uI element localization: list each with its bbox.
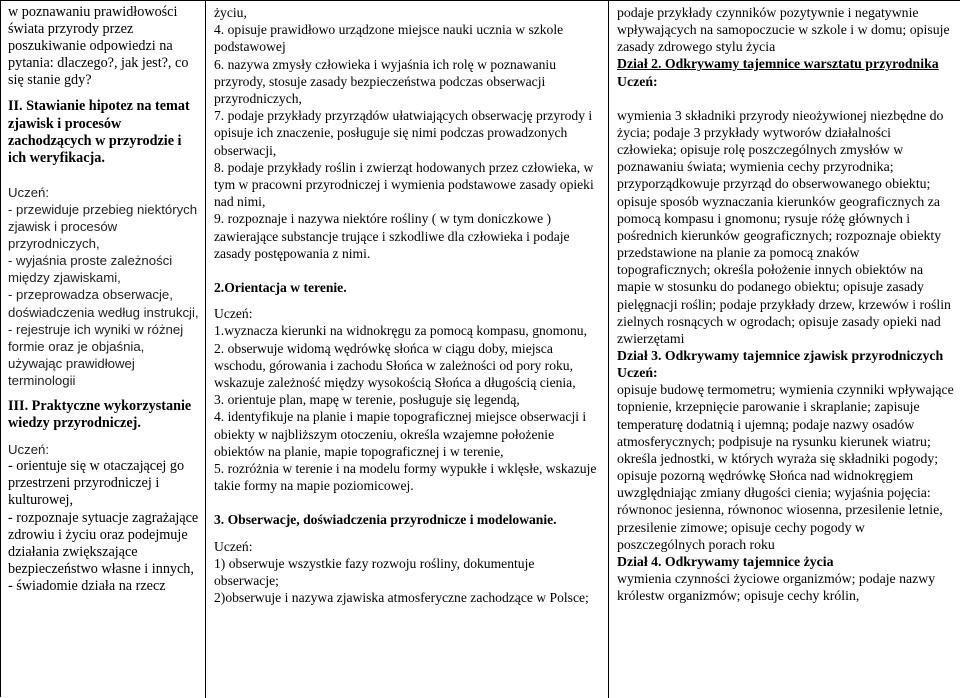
column-detailed-requirements [206, 1, 609, 698]
list-item: 2. obserwuje widomą wędrówkę słońca w ciągu doby, miejsca wschodu, górowania i zachodu Słońca w zależności od pory roku, wskazuje zależność między wysokością Słońca a długością cienia, [214, 340, 576, 391]
unit-title-4: Dział 4. Odkrywamy tajemnice życia [617, 553, 834, 569]
unit-title-2: Dział 2. Odkrywamy tajemnice warsztatu przyrodnika [617, 56, 939, 72]
unit-2-text: wymienia 3 składniki przyrody nieożywionej niezbędne do życia; podaje 3 przykłady wytworów działalności człowieka; opisuje rolę poszczególnych zmysłów w poznawaniu świata; wymienia cechy przyrodnika; przyporządkowuje przyrząd do obserwowanego obiektu; opisuje sposób wyznaczania kierunków geograficznych za pomocą kompasu i gnomonu; rysuje różę głównych i pośrednich kierunków geograficznych; rozpoznaje obiekty przedstawione na planie za pomocą znaków topograficznych; określa położenie innych obiektów na mapie w stosunku do podanego obiektu; opisuje zasady pielęgnacji roślin; podaje przykłady drzew, krzewów i roślin zielnych rosnących w ogrodach; opisuje zasady opieki nad zwierzętami [617, 107, 951, 346]
uczen-label: Uczeń: [617, 365, 658, 381]
list-item: życiu, [214, 5, 247, 20]
top-text: podaje przykłady czynników pozytywnie i negatywnie wpływających na samopoczucie w szkole i w domu; opisuje zasady zdrowego stylu życia [617, 5, 950, 55]
list-item: 8. podaje przykłady roślin i zwierząt hodowanych przez człowieka, w tym w pracowni przyrodniczej i wymienia podstawowe zasady opieki nad nimi, [214, 159, 594, 210]
list-item: 7. podaje przykłady przyrządów ułatwiających obserwację przyrody i opisuje ich znaczenie, posługuje się nimi podczas prowadzonych obserwacji, [214, 108, 593, 158]
list-item: - świadomie działa na rzecz [8, 577, 166, 594]
list-item: - przewiduje przebieg niektórych zjawisk i procesów przyrodniczych, [8, 201, 198, 252]
uczen-label: Uczeń: [214, 306, 253, 322]
unit-3-text: opisuje budowę termometru; wymienia czynniki wpływające topnienie, krzepnięcie parowanie i skraplanie; zapisuje temperaturę dodatnią i ujemną; podaje nazwy osadów atmosferycznych; podpisuje na rysunku kierunek wiatru; określa jednostki, w których wyraża się składniki pogody; opisuje pozorną wędrówkę Słońca nad widnokręgiem uwzględniając zmiany długości cienia; wyjaśnia pojęcia: równonoc jesienna, równonoc wiosenna, przesilenie letnie, przesilenie zimowe; opisuje cechy pogody w poszczególnych porach roku [617, 382, 954, 552]
list-item: 3. orientuje plan, mapę w terenie, posługuje się legendą, [214, 392, 520, 408]
list-item: 1) obserwuje wszystkie fazy rozwoju rośliny, dokumentuje obserwacje; [214, 555, 535, 589]
list-item: - rejestruje ich wyniki w różnej formie oraz je objaśnia, używając prawidłowej terminologii [8, 321, 184, 388]
list-item: - przeprowadza obserwacje, doświadczenia według instrukcji, [8, 287, 199, 320]
list-item: 4. identyfikuje na planie i mapie topograficznej miejsce obserwacji i obiekty w najbliższym otoczeniu, określa wzajemne położenie obiektów na planie, mapie topograficznej i w terenie, [214, 409, 587, 459]
uczen-label: Uczeń: [8, 184, 50, 200]
column-general-goals [1, 1, 206, 698]
list-item: 2)obserwuje i nazywa zjawiska atmosferyczne zachodzące w Polsce; [214, 590, 589, 606]
unit-4-text: wymienia czynności życiowe organizmów; podaje nazwy królestw organizmów; opisuje cechy królin, [617, 571, 936, 604]
list-item: - orientuje się w otaczającej go przestrzeni przyrodniczej i kulturowej, [8, 458, 185, 509]
list-item: 5. rozróżnia w terenie i na modelu formy wypukłe i wklęsłe, wskazuje takie formy na mapie poziomicowej. [214, 461, 597, 494]
intro-text: w poznawaniu prawidłowości świata przyrody przez poszukiwanie odpowiedzi na pytania: dlaczego?, jak jest?, co się stanie gdy? [8, 4, 189, 89]
uczen-label: Uczeń: [617, 73, 658, 89]
list-item: 1.wyznacza kierunki na widnokręgu za pomocą kompasu, gnomonu, [214, 323, 587, 339]
section-title-hypotheses: II. Stawianie hipotez na temat zjawisk i procesów zachodzących w przyrodzie i ich weryfikacja. [8, 98, 190, 166]
list-item: 6. nazywa zmysły człowieka i wyjaśnia ich rolę w poznawaniu przyrody, stosuje zasady bezpieczeństwa podczas obserwacji przyrodniczych, [214, 56, 556, 107]
list-item: - wyjaśnia proste zależności między zjawiskami, [8, 253, 173, 286]
list-item: - rozpoznaje sytuacje zagrażające zdrowiu i życiu oraz podejmuje działania zwiększające bezpieczeństwo własne i innych, [8, 509, 199, 577]
unit-title-3: Dział 3. Odkrywamy tajemnice zjawisk przyrodniczych [617, 347, 944, 363]
uczen-label: Uczeń: [214, 538, 253, 554]
list-item: 9. rozpoznaje i nazywa niektóre rośliny ( w tym doniczkowe ) zawierające substancje trujące i szkodliwe dla człowieka i podaje zasady postępowania z nimi. [214, 211, 570, 261]
section-title-practical: III. Praktyczne wykorzystanie wiedzy przyrodniczej. [8, 397, 192, 432]
column-textbook-units [609, 1, 960, 698]
section-title-observations: 3. Obserwacje, doświadczenia przyrodnicze i modelowanie. [214, 512, 557, 528]
uczen-label: Uczeń: [8, 442, 50, 458]
list-item: 4. opisuje prawidłowo urządzone miejsce nauki ucznia w szkole podstawowej [214, 22, 564, 55]
section-title-orientation: 2.Orientacja w terenie. [214, 280, 347, 296]
